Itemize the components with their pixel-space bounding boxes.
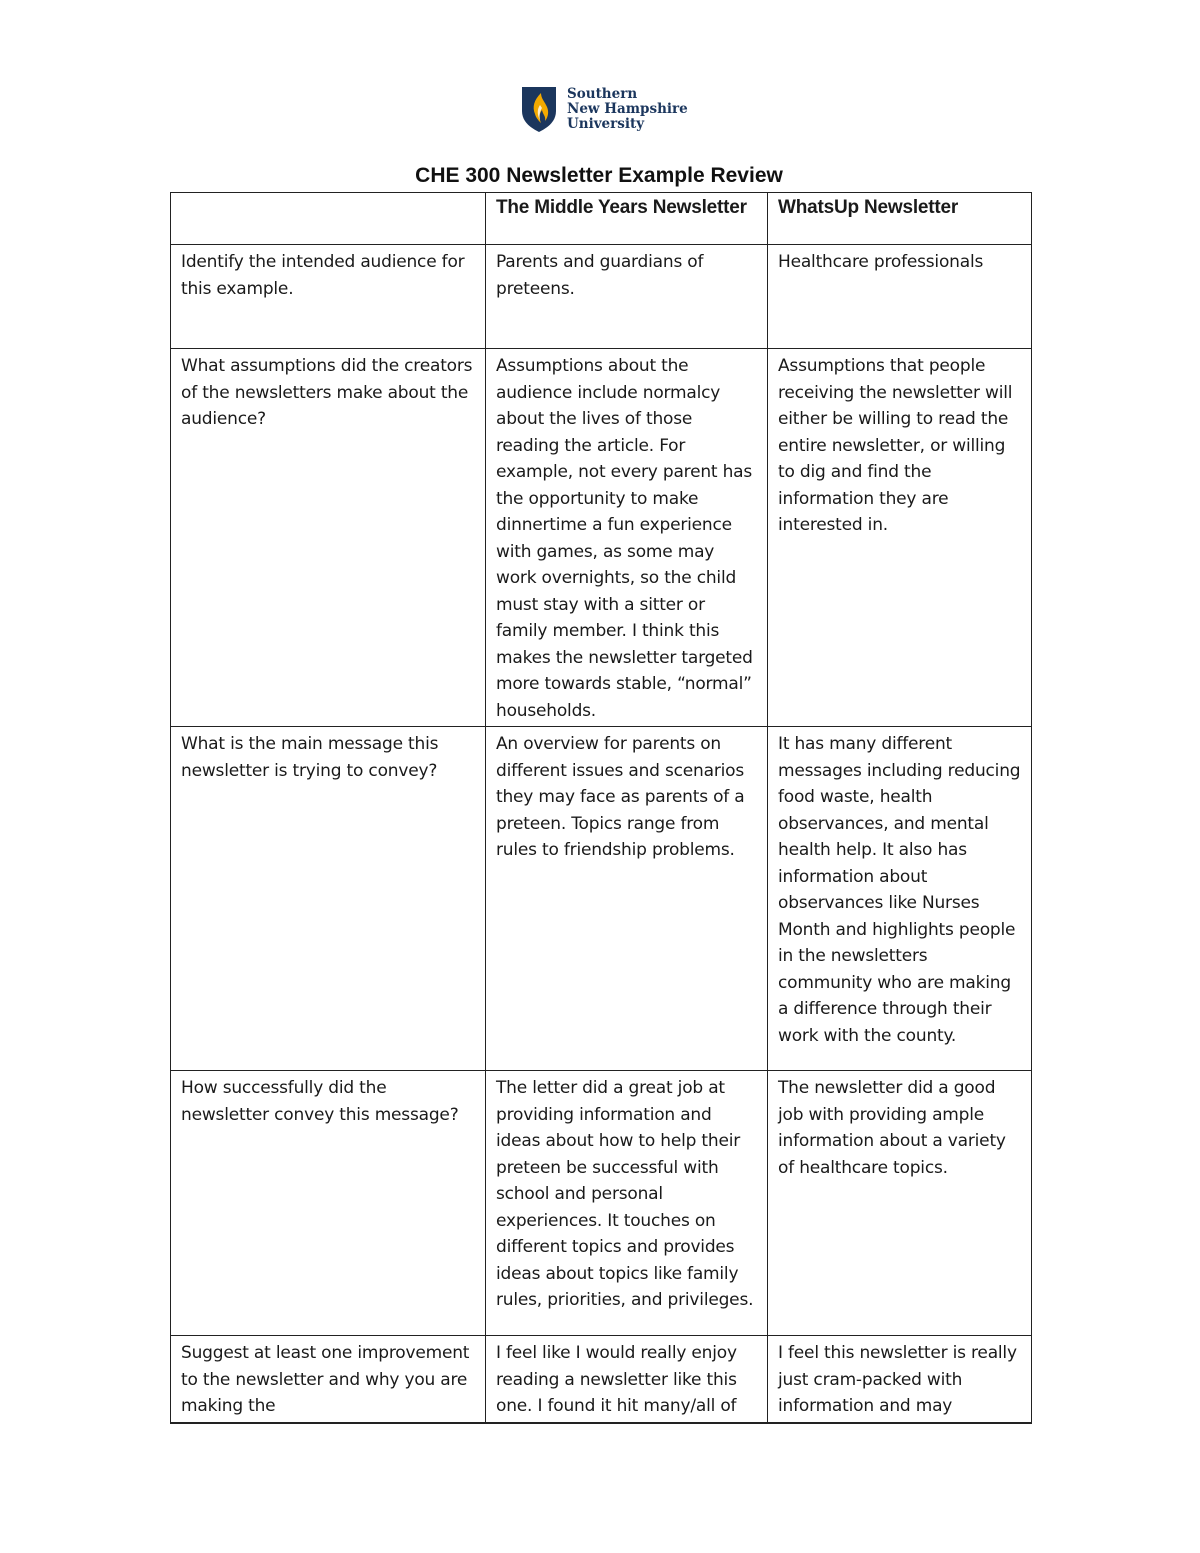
header-cell-middle-years: The Middle Years Newsletter xyxy=(486,193,768,245)
question-cell: Suggest at least one improvement to the newsletter and why you are making the xyxy=(171,1336,486,1423)
header-cell-blank xyxy=(171,193,486,245)
table-header-row xyxy=(171,193,1032,245)
whatsup-cell: Healthcare professionals xyxy=(768,245,1032,349)
middle-years-cell: The letter did a great job at providing information and ideas about how to help their preteen be successful with school and personal experiences. It touches on different topics and provides ideas about topics like family rules, priorities, and privileges. xyxy=(486,1071,768,1336)
shield-flame-icon xyxy=(520,85,558,133)
question-cell: How successfully did the newsletter convey this message? xyxy=(171,1071,486,1336)
whatsup-cell: The newsletter did a good job with providing ample information about a variety of healthcare topics. xyxy=(768,1071,1032,1336)
logo-line-1: Southern xyxy=(567,85,638,102)
table-row xyxy=(171,245,1032,349)
middle-years-cell: An overview for parents on different issues and scenarios they may face as parents of a preteen. Topics range from rules to friendship problems. xyxy=(486,727,768,1071)
question-cell: What is the main message this newsletter is trying to convey? xyxy=(171,727,486,1071)
whatsup-cell: I feel this newsletter is really just cram-packed with information and may xyxy=(768,1336,1032,1423)
table-row xyxy=(171,1071,1032,1336)
middle-years-cell: I feel like I would really enjoy reading a newsletter like this one. I found it hit many/all of xyxy=(486,1336,768,1423)
logo-wordmark xyxy=(567,87,688,132)
logo-line-2: New Hampshire xyxy=(567,100,688,117)
page-title: CHE 300 Newsletter Example Review xyxy=(415,164,783,187)
table-row xyxy=(171,727,1032,1071)
table-row xyxy=(171,1336,1032,1423)
question-cell: Identify the intended audience for this example. xyxy=(171,245,486,349)
logo-line-3: University xyxy=(567,115,645,132)
question-cell: What assumptions did the creators of the newsletters make about the audience? xyxy=(171,349,486,727)
whatsup-cell: It has many different messages including reducing food waste, health observances, and mental health help. It also has information about observances like Nurses Month and highlights people in the newsletters community who are making a difference through their work with the county. xyxy=(768,727,1032,1071)
middle-years-cell: Parents and guardians of preteens. xyxy=(486,245,768,349)
header-cell-whatsup: WhatsUp Newsletter xyxy=(768,193,1032,245)
whatsup-cell: Assumptions that people receiving the newsletter will either be willing to read the entire newsletter, or willing to dig and find the information they are interested in. xyxy=(768,349,1032,727)
review-table xyxy=(170,192,1032,1424)
middle-years-cell: Assumptions about the audience include normalcy about the lives of those reading the article. For example, not every parent has the opportunity to make dinnertime a fun experience with games, as some may work overnights, so the child must stay with a sitter or family member. I think this makes the newsletter targeted more towards stable, “normal” households. xyxy=(486,349,768,727)
university-logo xyxy=(520,84,690,134)
table-row xyxy=(171,349,1032,727)
